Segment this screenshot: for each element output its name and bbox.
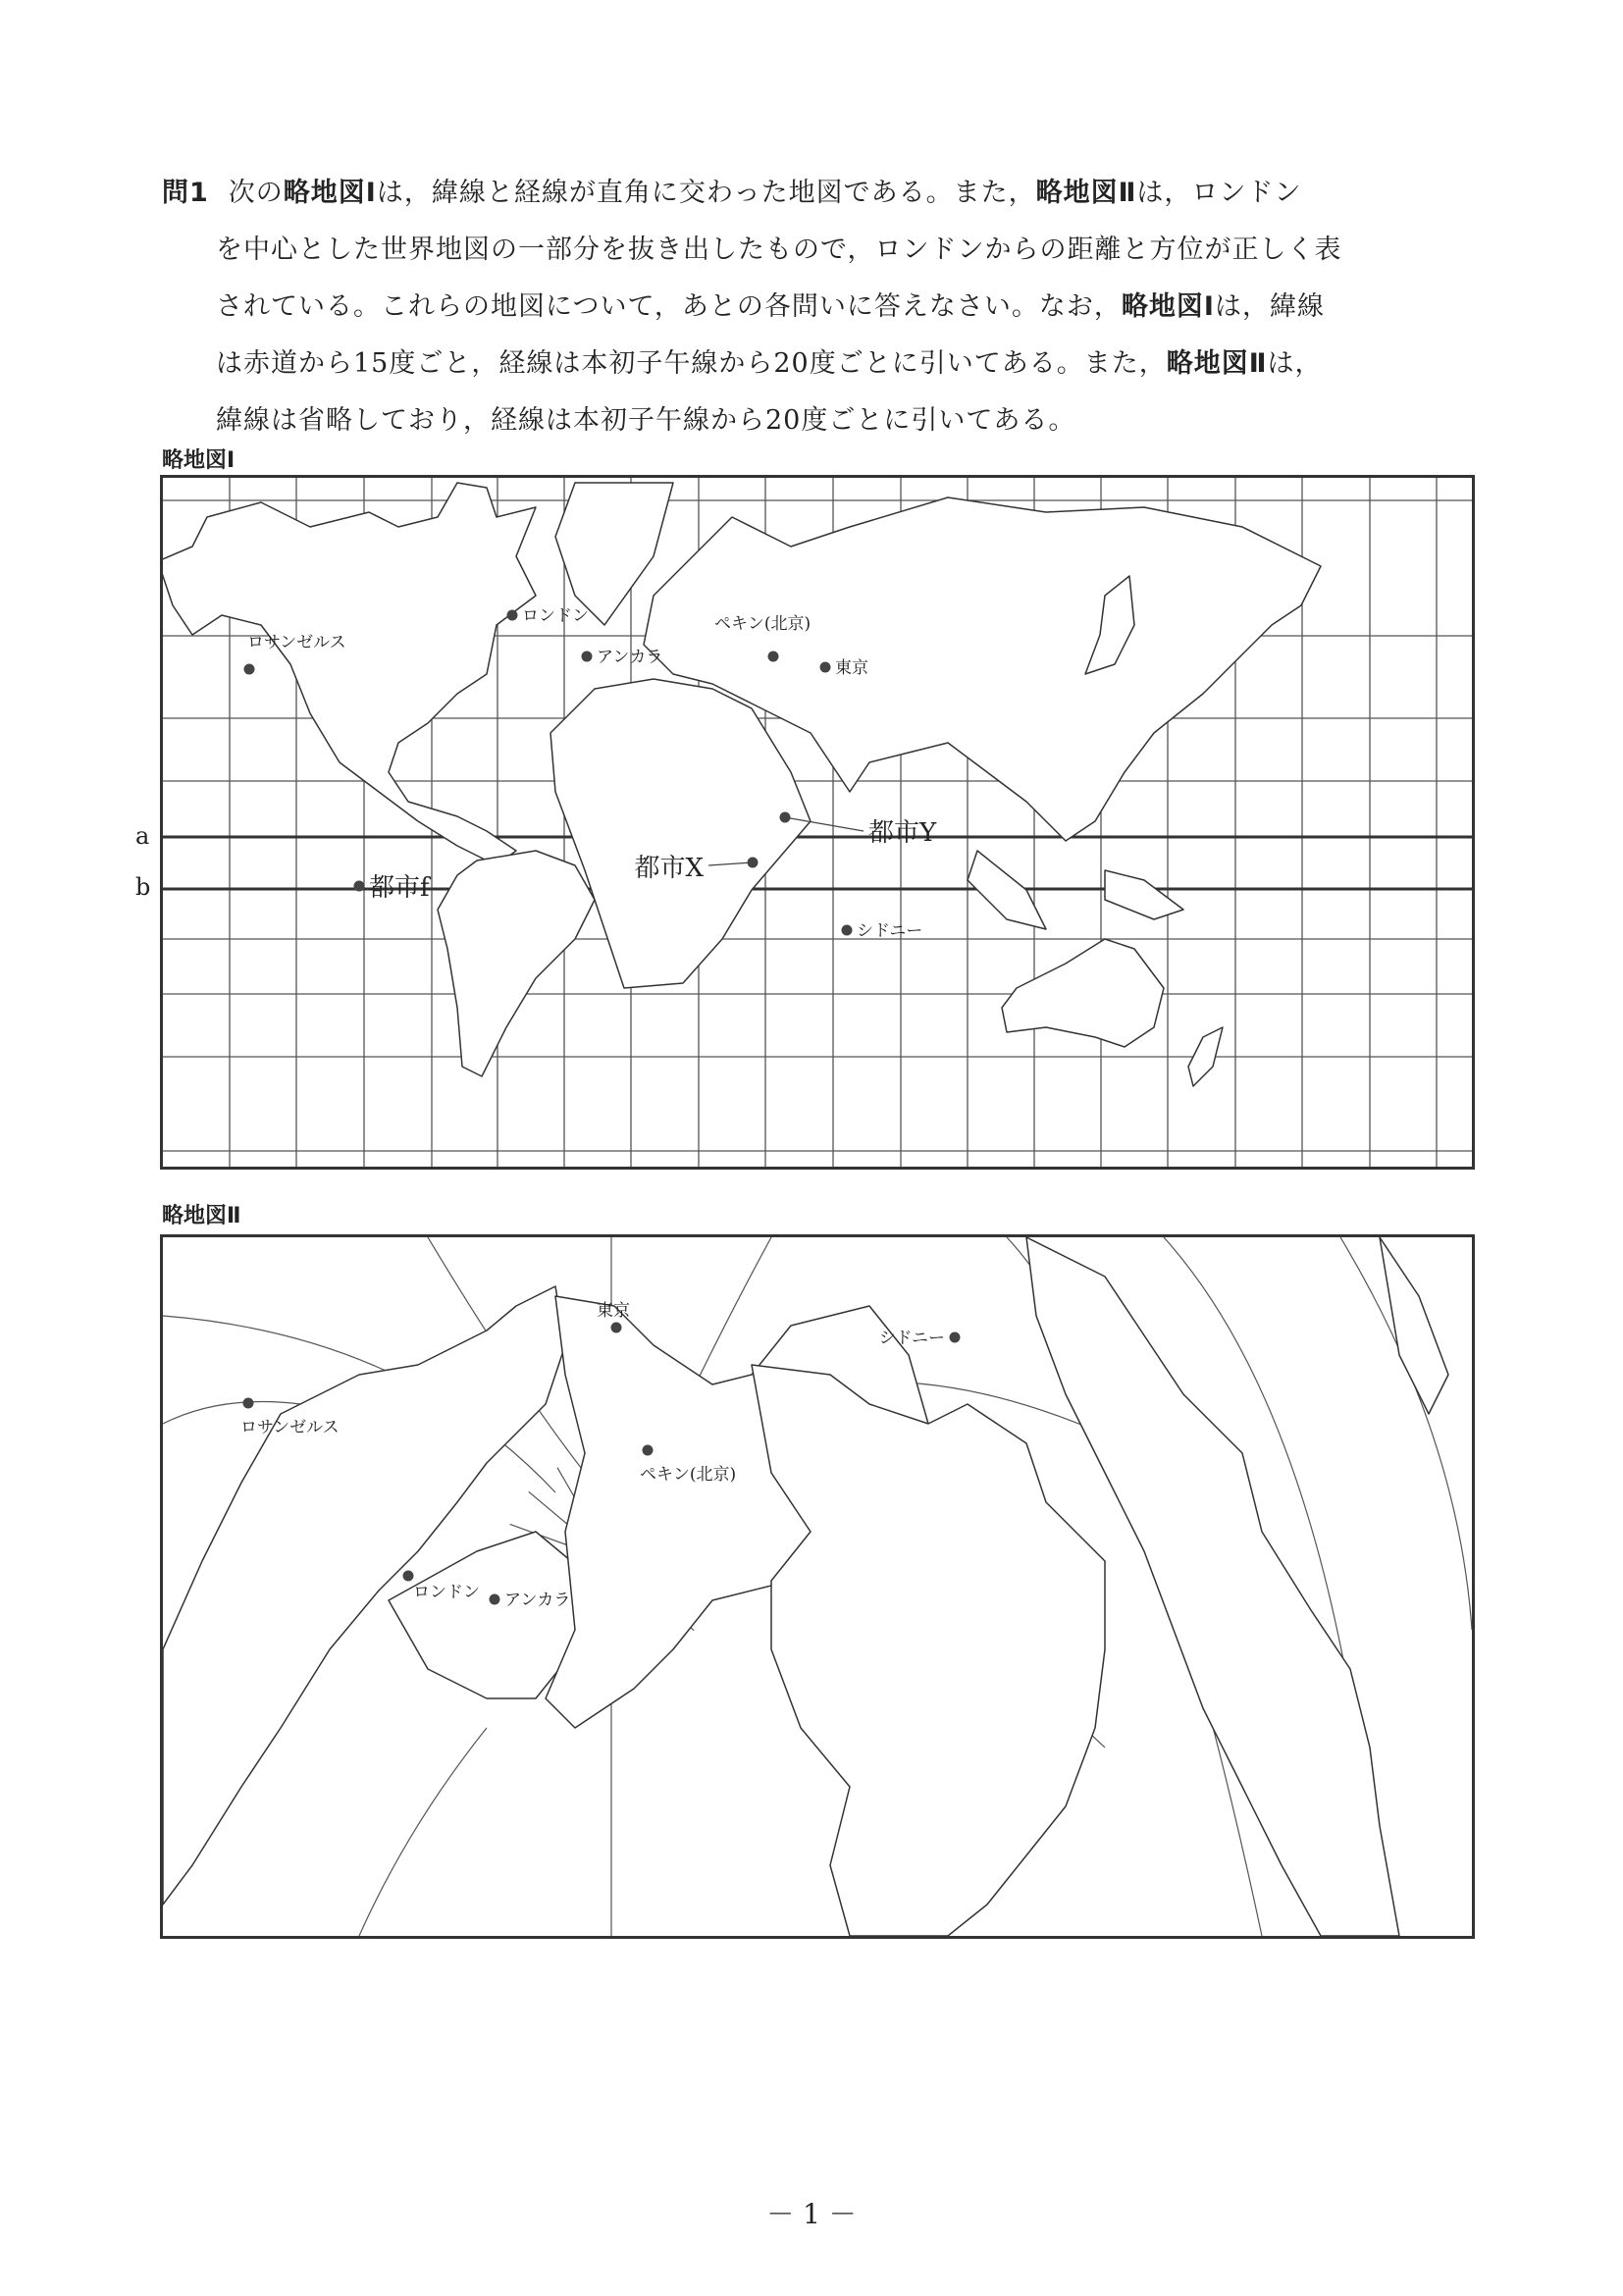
city-dot: [403, 1571, 414, 1582]
map2-azimuthal: [160, 1234, 1475, 1939]
north-america: [163, 483, 536, 865]
map-ref: 略地図Ⅱ: [1035, 178, 1137, 208]
city-marker-sydney: [879, 1329, 961, 1348]
text-segment: されている。これらの地図について，あとの各問いに答えなさい。なお，: [216, 291, 1122, 322]
city-marker-ankara: [582, 648, 663, 667]
text-segment: は赤道から15度ごと，経線は本初子午線から20度ごとに引いてある。また，: [216, 348, 1167, 379]
text-segment: 次の: [228, 178, 284, 208]
asia-east: [752, 1365, 1105, 1936]
city-label: 都市f: [369, 873, 430, 903]
city-marker-sydney: [842, 921, 923, 941]
city-label: 東京: [835, 658, 868, 678]
city-dot: [643, 1445, 654, 1456]
map-ref-1: 略地図Ⅰ: [1121, 291, 1215, 322]
city-dot: [582, 652, 593, 662]
map2-svg: [163, 1237, 1472, 1936]
city-label: ペキン(北京): [640, 1465, 737, 1485]
text-segment: は，緯線と経線が直角に交わった地図である。また，: [376, 178, 1036, 208]
city-dot: [244, 664, 255, 675]
city-label: 東京: [597, 1301, 630, 1321]
city-label: アンカラ: [597, 648, 663, 667]
city-label: ロサンゼルス: [240, 1418, 340, 1437]
map-ref-2: 略地図Ⅱ: [1166, 348, 1268, 379]
question-line-1-text: [229, 178, 1302, 208]
city-label: ロサンゼルス: [247, 633, 346, 652]
text-segment: は，: [1267, 348, 1323, 379]
latitude-label-b: b: [135, 873, 151, 901]
page-number: － 1 －: [766, 2198, 857, 2230]
text-segment: は，ロンドン: [1136, 178, 1302, 208]
africa: [550, 679, 811, 988]
city-dot: [243, 1398, 254, 1409]
city-dot: [842, 925, 853, 936]
map1-svg: [163, 478, 1472, 1167]
city-label: 都市Y: [868, 818, 937, 848]
map2-title: 略地図Ⅱ: [162, 1204, 241, 1228]
australia: [1002, 939, 1164, 1047]
city-label: ロンドン: [413, 1583, 480, 1602]
meridian-curve: [359, 1728, 487, 1936]
question-line-4: [162, 336, 1482, 392]
city-label: シドニー: [857, 921, 923, 941]
city-marker-london: [507, 606, 590, 626]
map-ref: 略地図Ⅰ: [283, 178, 377, 208]
map1-title: 略地図Ⅰ: [162, 448, 236, 473]
city-label: 都市X: [634, 854, 704, 883]
continents: [163, 483, 1321, 1086]
question-number: 問1: [162, 178, 209, 208]
south-america: [438, 851, 595, 1076]
question-text: [162, 165, 1482, 449]
south-america: [1380, 1237, 1448, 1414]
city-dot: [490, 1594, 500, 1605]
city-label: ロンドン: [522, 606, 589, 626]
city-label: ペキン(北京): [714, 614, 812, 634]
question-line-1: [162, 165, 1482, 222]
city-label: アンカラ: [504, 1591, 571, 1610]
question-line-3: [162, 279, 1482, 336]
question-line-5: 緯線は省略しており，経線は本初子午線から20度ごとに引いてある。: [216, 405, 1076, 436]
city-dot: [820, 662, 831, 673]
city-dot: [354, 881, 365, 892]
map1-mercator: [160, 475, 1475, 1170]
city-dot: [950, 1332, 961, 1343]
text-segment: は，緯線: [1214, 291, 1325, 322]
latitude-label-a: a: [135, 822, 150, 850]
city-dot: [611, 1323, 622, 1333]
city-dot: [768, 652, 779, 662]
city-dot: [507, 610, 518, 621]
continents: [163, 1237, 1448, 1936]
city-label: シドニー: [878, 1329, 945, 1348]
question-line-2: を中心とした世界地図の一部分を抜き出したもので，ロンドンからの距離と方位が正しく表: [216, 235, 1342, 265]
